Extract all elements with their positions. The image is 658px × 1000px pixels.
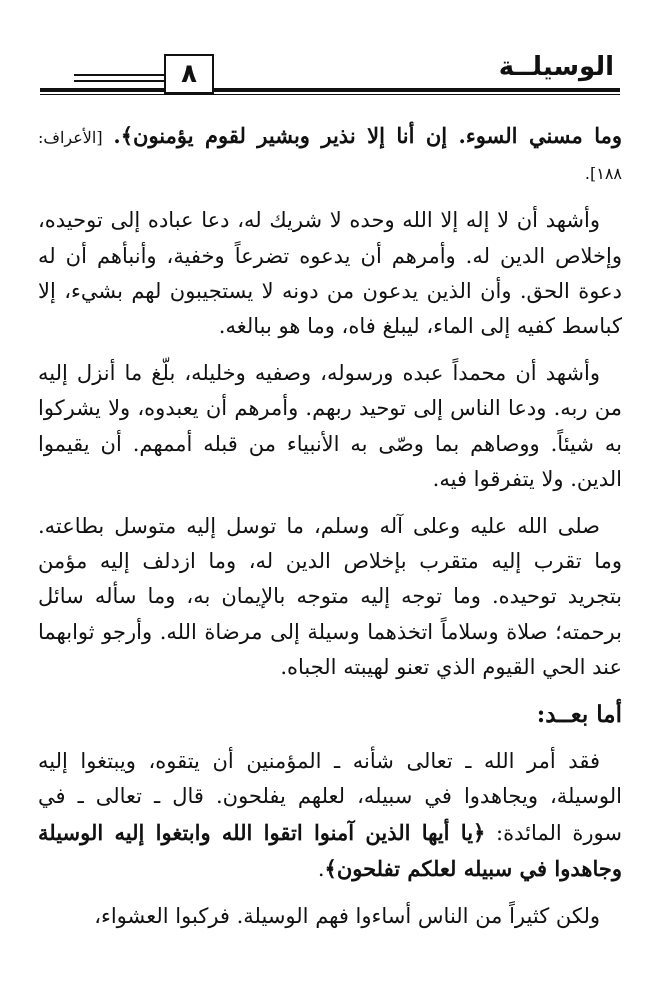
header-rule-thin (40, 94, 620, 95)
paragraph-4: صلى الله عليه وعلى آله وسلم، ما توسل إليه متوسل بطاعته. وما تقرب إليه متقرب بإخلاص الدين له، وما ازدلف إليه مؤمن بتجريد توحيده. وما توجه إليه متوجه بالإيمان به، وما سأله سائل برحمته؛ صلاة وسلاماً اتخذهما وسيلة إلى مرضاة الله. وأرجو ثوابهما عند الحي القيوم الذي تعنو لهيبته الجباه. (38, 514, 622, 679)
page-body (38, 118, 622, 946)
page-number: ٨ (164, 54, 214, 94)
running-title: الوسيلــة (498, 52, 614, 82)
page-header (40, 52, 620, 100)
paragraph-5 (38, 744, 622, 887)
paragraph-6: ولكن كثيراً من الناس أساءوا فهم الوسيلة. فركبوا العشواء، (94, 904, 600, 929)
paragraph-5-end: . (317, 856, 325, 881)
verse-reference: [الأعراف: ١٨٨]. (38, 128, 622, 184)
section-heading: أما بعــد: (536, 701, 622, 729)
paragraph-1 (38, 118, 622, 191)
paragraph-3: وأشهد أن محمداً عبده ورسوله، وصفيه وخليله، بلّغ ما أنزل إليه من ربه. ودعا الناس إلى توحيد ربهم. وأمرهم أن يعبدوه، ولا يشركوا به شيئاً. ووصاهم بما وصّى به الأنبياء من قبله أممهم. أن يقيموا الدين. ولا يتفرقوا فيه. (38, 361, 622, 491)
quran-verse: وما مسني السوء. إن أنا إلا نذير وبشير لقوم يؤمنون﴾. (113, 123, 622, 148)
paragraph-5-text: فقد أمر الله ـ تعالى شأنه ـ المؤمنين أن يتقوه، ويبتغوا إليه الوسيلة، ويجاهدوا في سبيله، لعلهم يفلحون. قال ـ تعالى ـ في سورة المائدة: (38, 749, 623, 845)
quran-verse-maidah: ﴿يا أيها الذين آمنوا اتقوا الله وابتغوا إليه الوسيلة وجاهدوا في سبيله لعلكم تفلحون﴾ (38, 819, 622, 881)
header-ornament-lines (74, 74, 164, 86)
header-rule-thick (40, 88, 620, 92)
paragraph-2: وأشهد أن لا إله إلا الله وحده لا شريك له، دعا عباده إلى توحيده، وإخلاص الدين له. وأمرهم أن يدعوه تضرعاً وخفية، وأنبأهم أن له دعوة الحق. وأن الذين يدعون من دونه لا يستجيبون لهم بشيء، إلا كباسط كفيه إلى الماء، ليبلغ فاه، وما هو ببالغه. (38, 208, 622, 339)
